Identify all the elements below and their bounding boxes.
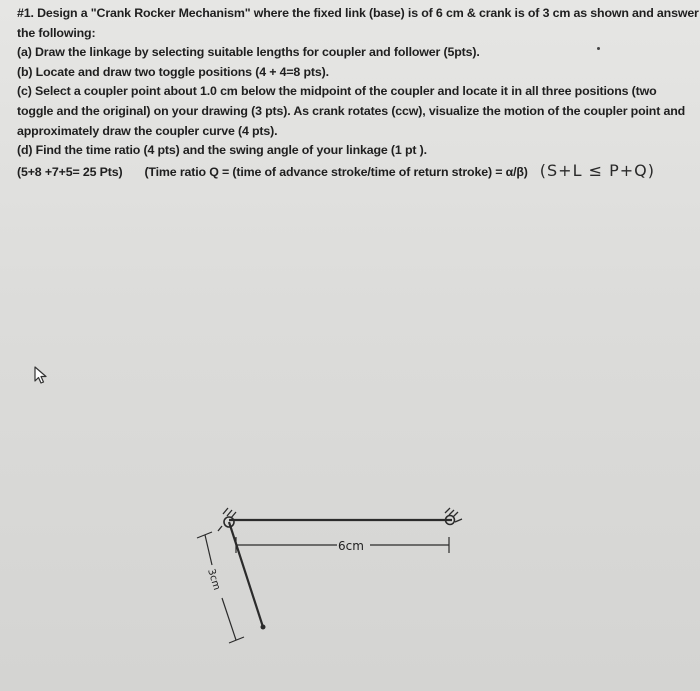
part-c-text-2: toggle and the original) on your drawing (3 pts). As crank rotates (ccw), visualize the motion of the coupler point and [17,103,686,118]
part-b-text: (b) Locate and draw two toggle positions (4 + 4=8 pts). [17,64,329,79]
part-a-text: (a) Draw the linkage by selecting suitable lengths for coupler and follower (5pts). [17,45,480,60]
grashof-handwritten-note: (S+L ≤ P+Q) [539,160,655,180]
crank-line [229,522,263,627]
ground-hatch-icon [218,508,236,531]
part-c-text-3: approximately draw the coupler curve (4 pts). [17,123,278,138]
crank-length-label: 3cm [205,567,222,592]
problem-line-2: the following: [17,25,96,40]
problem-line-1: #1. Design a "Crank Rocker Mechanism" where the fixed link (base) is of 6 cm & crank is of 3 cm as shown and answer [17,6,699,20]
crank-end-pin [261,625,266,630]
points-total: (5+8 +7+5= 25 Pts) [17,164,123,179]
ground-hatch-icon-right [445,508,462,525]
part-c-text-1: (c) Select a coupler point about 1.0 cm below the midpoint of the coupler and locate it in all three positions (two [17,84,657,99]
time-ratio-definition: (Time ratio Q = (time of advance stroke/time of return stroke) = α/β) [144,164,528,179]
part-d-text: (d) Find the time ratio (4 pts) and the swing angle of your linkage (1 pt ). [17,143,427,158]
base-length-label: 6cm [338,539,364,553]
